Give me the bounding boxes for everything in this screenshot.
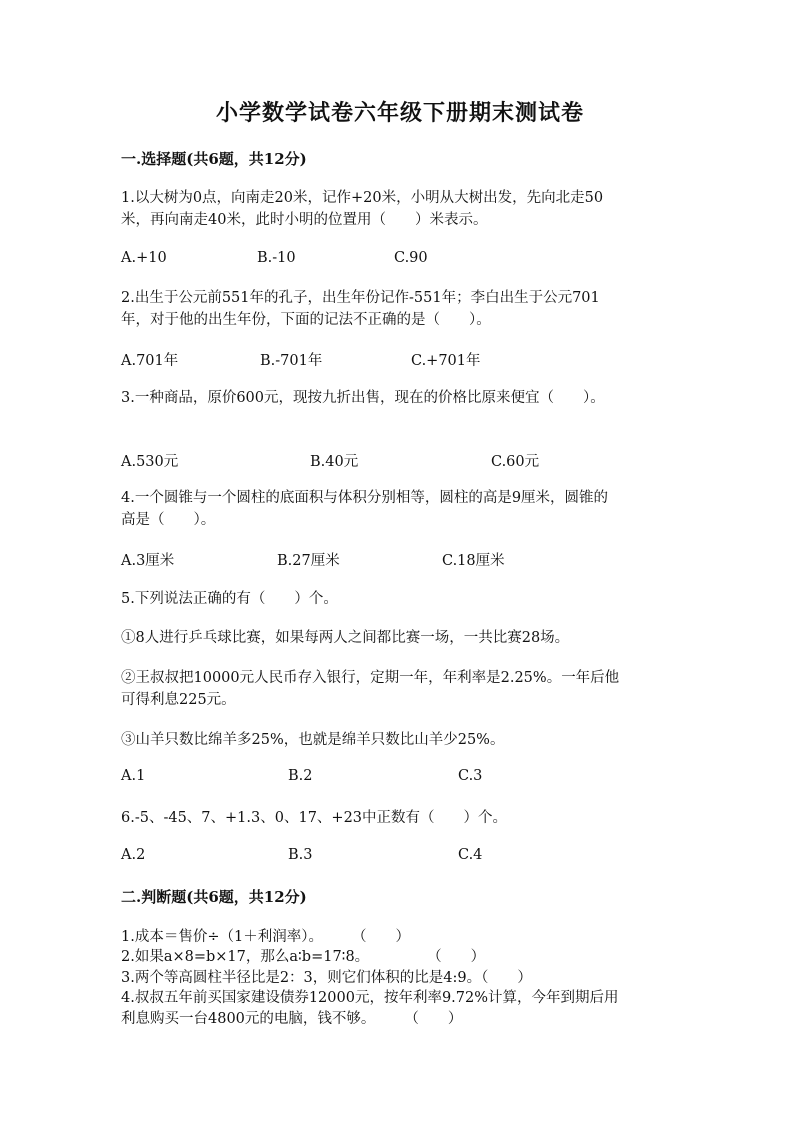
question-6-option-c: C.4 [458, 847, 483, 863]
question-2-line-1: 2.出生于公元前551年的孔子，出生年份记作-551年；李白出生于公元701 [121, 290, 600, 306]
question-1-option-b: B.-10 [257, 250, 296, 266]
question-4-option-b: B.27厘米 [277, 553, 340, 569]
question-3-option-a: A.530元 [121, 454, 179, 470]
question-6-line-1: 6.-5、-45、7、+1.3、0、17、+23中正数有（ ）个。 [121, 810, 508, 826]
question-1-line-2: 米，再向南走40米，此时小明的位置用（ ）米表示。 [121, 212, 488, 228]
judgment-3: 3.两个等高圆柱半径比是2：3，则它们体积的比是4:9。（ ） [121, 970, 532, 986]
question-4-option-c: C.18厘米 [442, 553, 505, 569]
judgment-1: 1.成本＝售价÷（1＋利润率）。 （ ） [121, 929, 410, 945]
question-1-line-1: 1.以大树为0点，向南走20米，记作+20米，小明从大树出发，先向北走50 [121, 190, 604, 206]
question-3-line-1: 3.一种商品，原价600元，现按九折出售，现在的价格比原来便宜（ ）。 [121, 390, 605, 406]
question-2-option-a: A.701年 [121, 353, 179, 369]
question-5-line-1: 5.下列说法正确的有（ ）个。 [121, 591, 338, 607]
question-5-option-b: B.2 [288, 768, 313, 784]
question-2-line-2: 年，对于他的出生年份，下面的记法不正确的是（ ）。 [121, 312, 491, 328]
judgment-4-line-2: 利息购买一台4800元的电脑，钱不够。 （ ） [121, 1011, 463, 1027]
question-6-option-a: A.2 [121, 847, 146, 863]
judgment-2: 2.如果a×8=b×17，那么a∶b=17∶8。 （ ） [121, 949, 486, 965]
question-1-option-a: A.+10 [121, 250, 167, 266]
question-5-statement-1: ①8人进行乒乓球比赛，如果每两人之间都比赛一场，一共比赛28场。 [121, 630, 570, 646]
question-5-statement-2-line-1: ②王叔叔把10000元人民币存入银行，定期一年，年利率是2.25%。一年后他 [121, 670, 620, 686]
question-1-option-c: C.90 [394, 250, 428, 266]
question-6-option-b: B.3 [288, 847, 313, 863]
question-3-option-b: B.40元 [310, 454, 359, 470]
question-3-option-c: C.60元 [491, 454, 540, 470]
judgment-4-line-1: 4.叔叔五年前买国家建设债券12000元，按年利率9.72%计算，今年到期后用 [121, 990, 619, 1006]
question-2-option-c: C.+701年 [411, 353, 481, 369]
question-5-option-c: C.3 [458, 768, 483, 784]
section-header-multiple-choice: 一.选择题(共6题，共12分) [121, 150, 307, 168]
section-header-true-false: 二.判断题(共6题，共12分) [121, 888, 307, 906]
question-2-option-b: B.-701年 [260, 353, 323, 369]
question-5-statement-3: ③山羊只数比绵羊多25%，也就是绵羊只数比山羊少25%。 [121, 732, 505, 748]
page-title: 小学数学试卷六年级下册期末测试卷 [215, 100, 584, 126]
question-4-line-1: 4.一个圆锥与一个圆柱的底面积与体积分别相等，圆柱的高是9厘米，圆锥的 [121, 490, 609, 506]
question-5-option-a: A.1 [121, 768, 146, 784]
question-5-statement-2-line-2: 可得利息225元。 [121, 692, 236, 708]
question-4-option-a: A.3厘米 [121, 553, 175, 569]
question-4-line-2: 高是（ ）。 [121, 512, 216, 528]
